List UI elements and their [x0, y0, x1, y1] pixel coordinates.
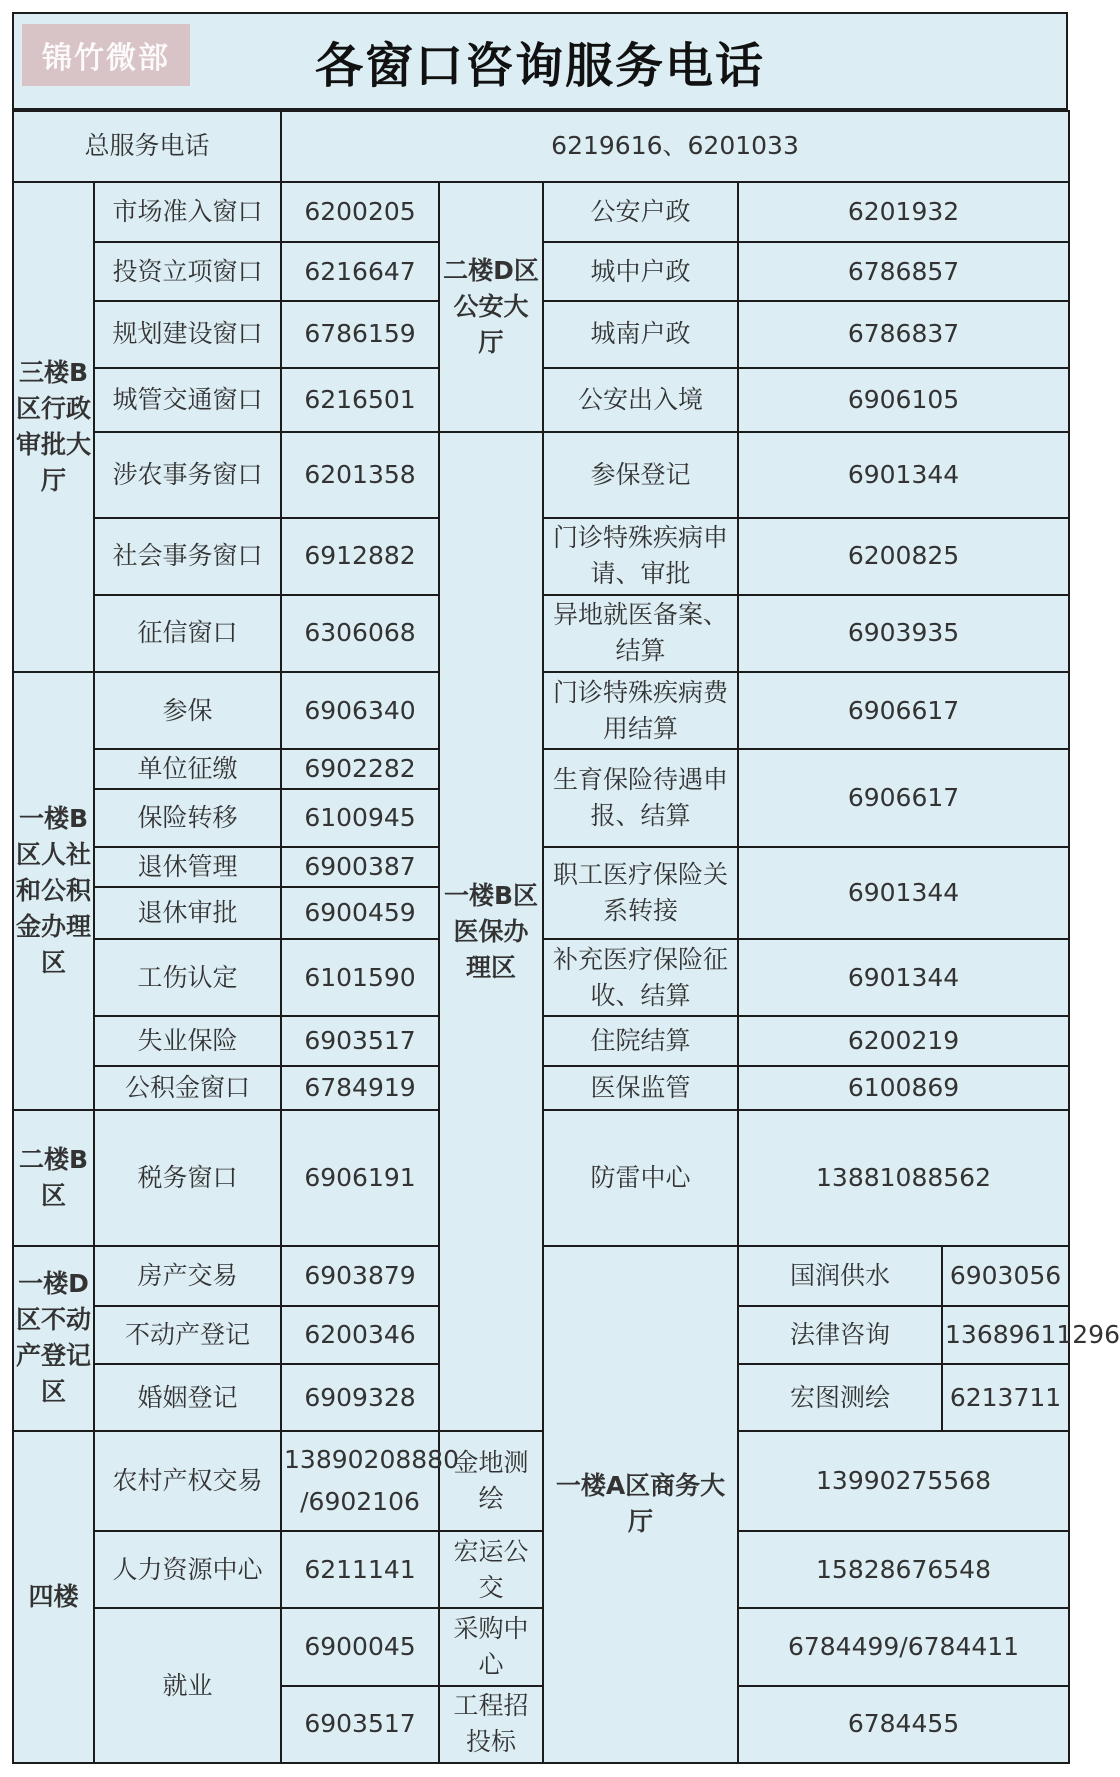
area-label: 一楼D区不动产登记区: [13, 1246, 94, 1432]
window-name: 市场准入窗口: [94, 182, 281, 242]
window-name: 城管交通窗口: [94, 368, 281, 433]
window-phone: 6200205: [281, 182, 439, 242]
window-phone: 6903056: [942, 1246, 1069, 1306]
table-row: [13, 1531, 1069, 1608]
window-phone: 6901344: [738, 939, 1069, 1016]
window-phone: 6906617: [738, 749, 1069, 847]
window-phone: 6906340: [281, 672, 439, 749]
window-phone: 6903879: [281, 1246, 439, 1306]
table-row: [13, 1608, 1069, 1685]
window-phone: 6784499/6784411: [738, 1608, 1069, 1685]
window-phone: 6216647: [281, 242, 439, 300]
window-name: 职工医疗保险关系转接: [543, 847, 738, 939]
window-phone: 6906191: [281, 1110, 439, 1246]
window-name: 投资立项窗口: [94, 242, 281, 300]
window-name: 城南户政: [543, 301, 738, 368]
phone-table: [12, 110, 1120, 1764]
window-phone-line: 13890208880: [284, 1445, 459, 1475]
window-name: 法律咨询: [738, 1306, 942, 1364]
total-service-value: 6219616、6201033: [281, 111, 1069, 182]
window-phone: 6909328: [281, 1364, 439, 1431]
window-name: 公积金窗口: [94, 1066, 281, 1110]
window-phone: 13990275568: [738, 1431, 1069, 1531]
window-phone: 6101590: [281, 939, 439, 1016]
window-phone: 6900459: [281, 887, 439, 939]
area-label: 一楼B区人社和公积金办理区: [13, 672, 94, 1110]
window-phone: 6901344: [738, 432, 1069, 518]
window-phone: 6900387: [281, 847, 439, 887]
window-name: 参保: [94, 672, 281, 749]
window-name: 保险转移: [94, 789, 281, 847]
window-name: 单位征缴: [94, 749, 281, 789]
window-name: 征信窗口: [94, 595, 281, 672]
window-name: 婚姻登记: [94, 1364, 281, 1431]
window-name: 异地就医备案、结算: [543, 595, 738, 672]
window-phone: 6200219: [738, 1016, 1069, 1066]
window-name: 工程招投标: [439, 1686, 543, 1763]
window-phone: 6201358: [281, 432, 439, 518]
window-phone: 15828676548: [738, 1531, 1069, 1608]
window-phone-line: /6902106: [300, 1487, 420, 1517]
window-phone: 6906617: [738, 672, 1069, 749]
area-label: 一楼B区医保办理区: [439, 432, 543, 1431]
window-name: 防雷中心: [543, 1110, 738, 1246]
window-phone: 6786857: [738, 242, 1069, 300]
window-name: 不动产登记: [94, 1306, 281, 1364]
window-phone: 13881088562: [738, 1110, 1069, 1246]
window-name: 门诊特殊疾病费用结算: [543, 672, 738, 749]
window-phone: 6786159: [281, 301, 439, 368]
window-phone: 13689611296: [942, 1306, 1069, 1364]
window-name: 采购中心: [439, 1608, 543, 1685]
window-name: 住院结算: [543, 1016, 738, 1066]
watermark-logo: 锦竹微部: [22, 24, 190, 86]
window-phone: 6903935: [738, 595, 1069, 672]
window-name: 宏图测绘: [738, 1364, 942, 1431]
table-row: [13, 432, 1069, 518]
window-name: 房产交易: [94, 1246, 281, 1306]
window-name: 国润供水: [738, 1246, 942, 1306]
area-label: 二楼D区公安大厅: [439, 182, 543, 432]
window-name: 宏运公交: [439, 1531, 543, 1608]
table-row: [13, 1431, 1069, 1531]
page-title: 各窗口咨询服务电话: [314, 37, 765, 94]
window-phone: 6213711: [942, 1364, 1069, 1431]
window-name: 退休管理: [94, 847, 281, 887]
window-name: 人力资源中心: [94, 1531, 281, 1608]
window-phone: [281, 1431, 459, 1531]
window-name: 规划建设窗口: [94, 301, 281, 368]
table-row: [13, 111, 1069, 182]
window-phone: 6784455: [738, 1686, 1069, 1763]
window-phone: 6912882: [281, 518, 439, 595]
total-service-label: 总服务电话: [13, 111, 281, 182]
window-name: 生育保险待遇申报、结算: [543, 749, 738, 847]
table-row: [13, 182, 1069, 242]
window-name: 失业保险: [94, 1016, 281, 1066]
window-name: 参保登记: [543, 432, 738, 518]
window-name: 就业: [94, 1608, 281, 1763]
window-name: 城中户政: [543, 242, 738, 300]
window-phone: 6786837: [738, 301, 1069, 368]
window-name: 社会事务窗口: [94, 518, 281, 595]
phone-directory-sheet: [12, 12, 1120, 1764]
window-phone: 6902282: [281, 749, 439, 789]
area-label: 二楼B区: [13, 1110, 94, 1246]
window-name: 涉农事务窗口: [94, 432, 281, 518]
window-name: 公安户政: [543, 182, 738, 242]
window-phone: 6900045: [281, 1608, 439, 1685]
window-phone: 6211141: [281, 1531, 439, 1608]
window-phone: 6903517: [281, 1686, 439, 1763]
window-phone: 6906105: [738, 368, 1069, 433]
window-phone: 6784919: [281, 1066, 439, 1110]
window-phone: 6216501: [281, 368, 439, 433]
window-name: 医保监管: [543, 1066, 738, 1110]
window-name: 补充医疗保险征收、结算: [543, 939, 738, 1016]
window-phone: 6100869: [738, 1066, 1069, 1110]
window-phone: 6100945: [281, 789, 439, 847]
window-name: 金地测绘: [439, 1431, 543, 1531]
window-phone: 6200825: [738, 518, 1069, 595]
window-phone: 6201932: [738, 182, 1069, 242]
area-label: 四楼: [13, 1431, 94, 1763]
area-label: 三楼B区行政审批大厅: [13, 182, 94, 672]
window-phone: 6306068: [281, 595, 439, 672]
window-name: 税务窗口: [94, 1110, 281, 1246]
window-name: 公安出入境: [543, 368, 738, 433]
window-name: 门诊特殊疾病申请、审批: [543, 518, 738, 595]
window-name: 工伤认定: [94, 939, 281, 1016]
window-phone: 6901344: [738, 847, 1069, 939]
window-name: 退休审批: [94, 887, 281, 939]
area-label: 一楼A区商务大厅: [543, 1246, 738, 1763]
window-phone: 6903517: [281, 1016, 439, 1066]
window-name: 农村产权交易: [94, 1431, 281, 1531]
window-phone: 6200346: [281, 1306, 439, 1364]
